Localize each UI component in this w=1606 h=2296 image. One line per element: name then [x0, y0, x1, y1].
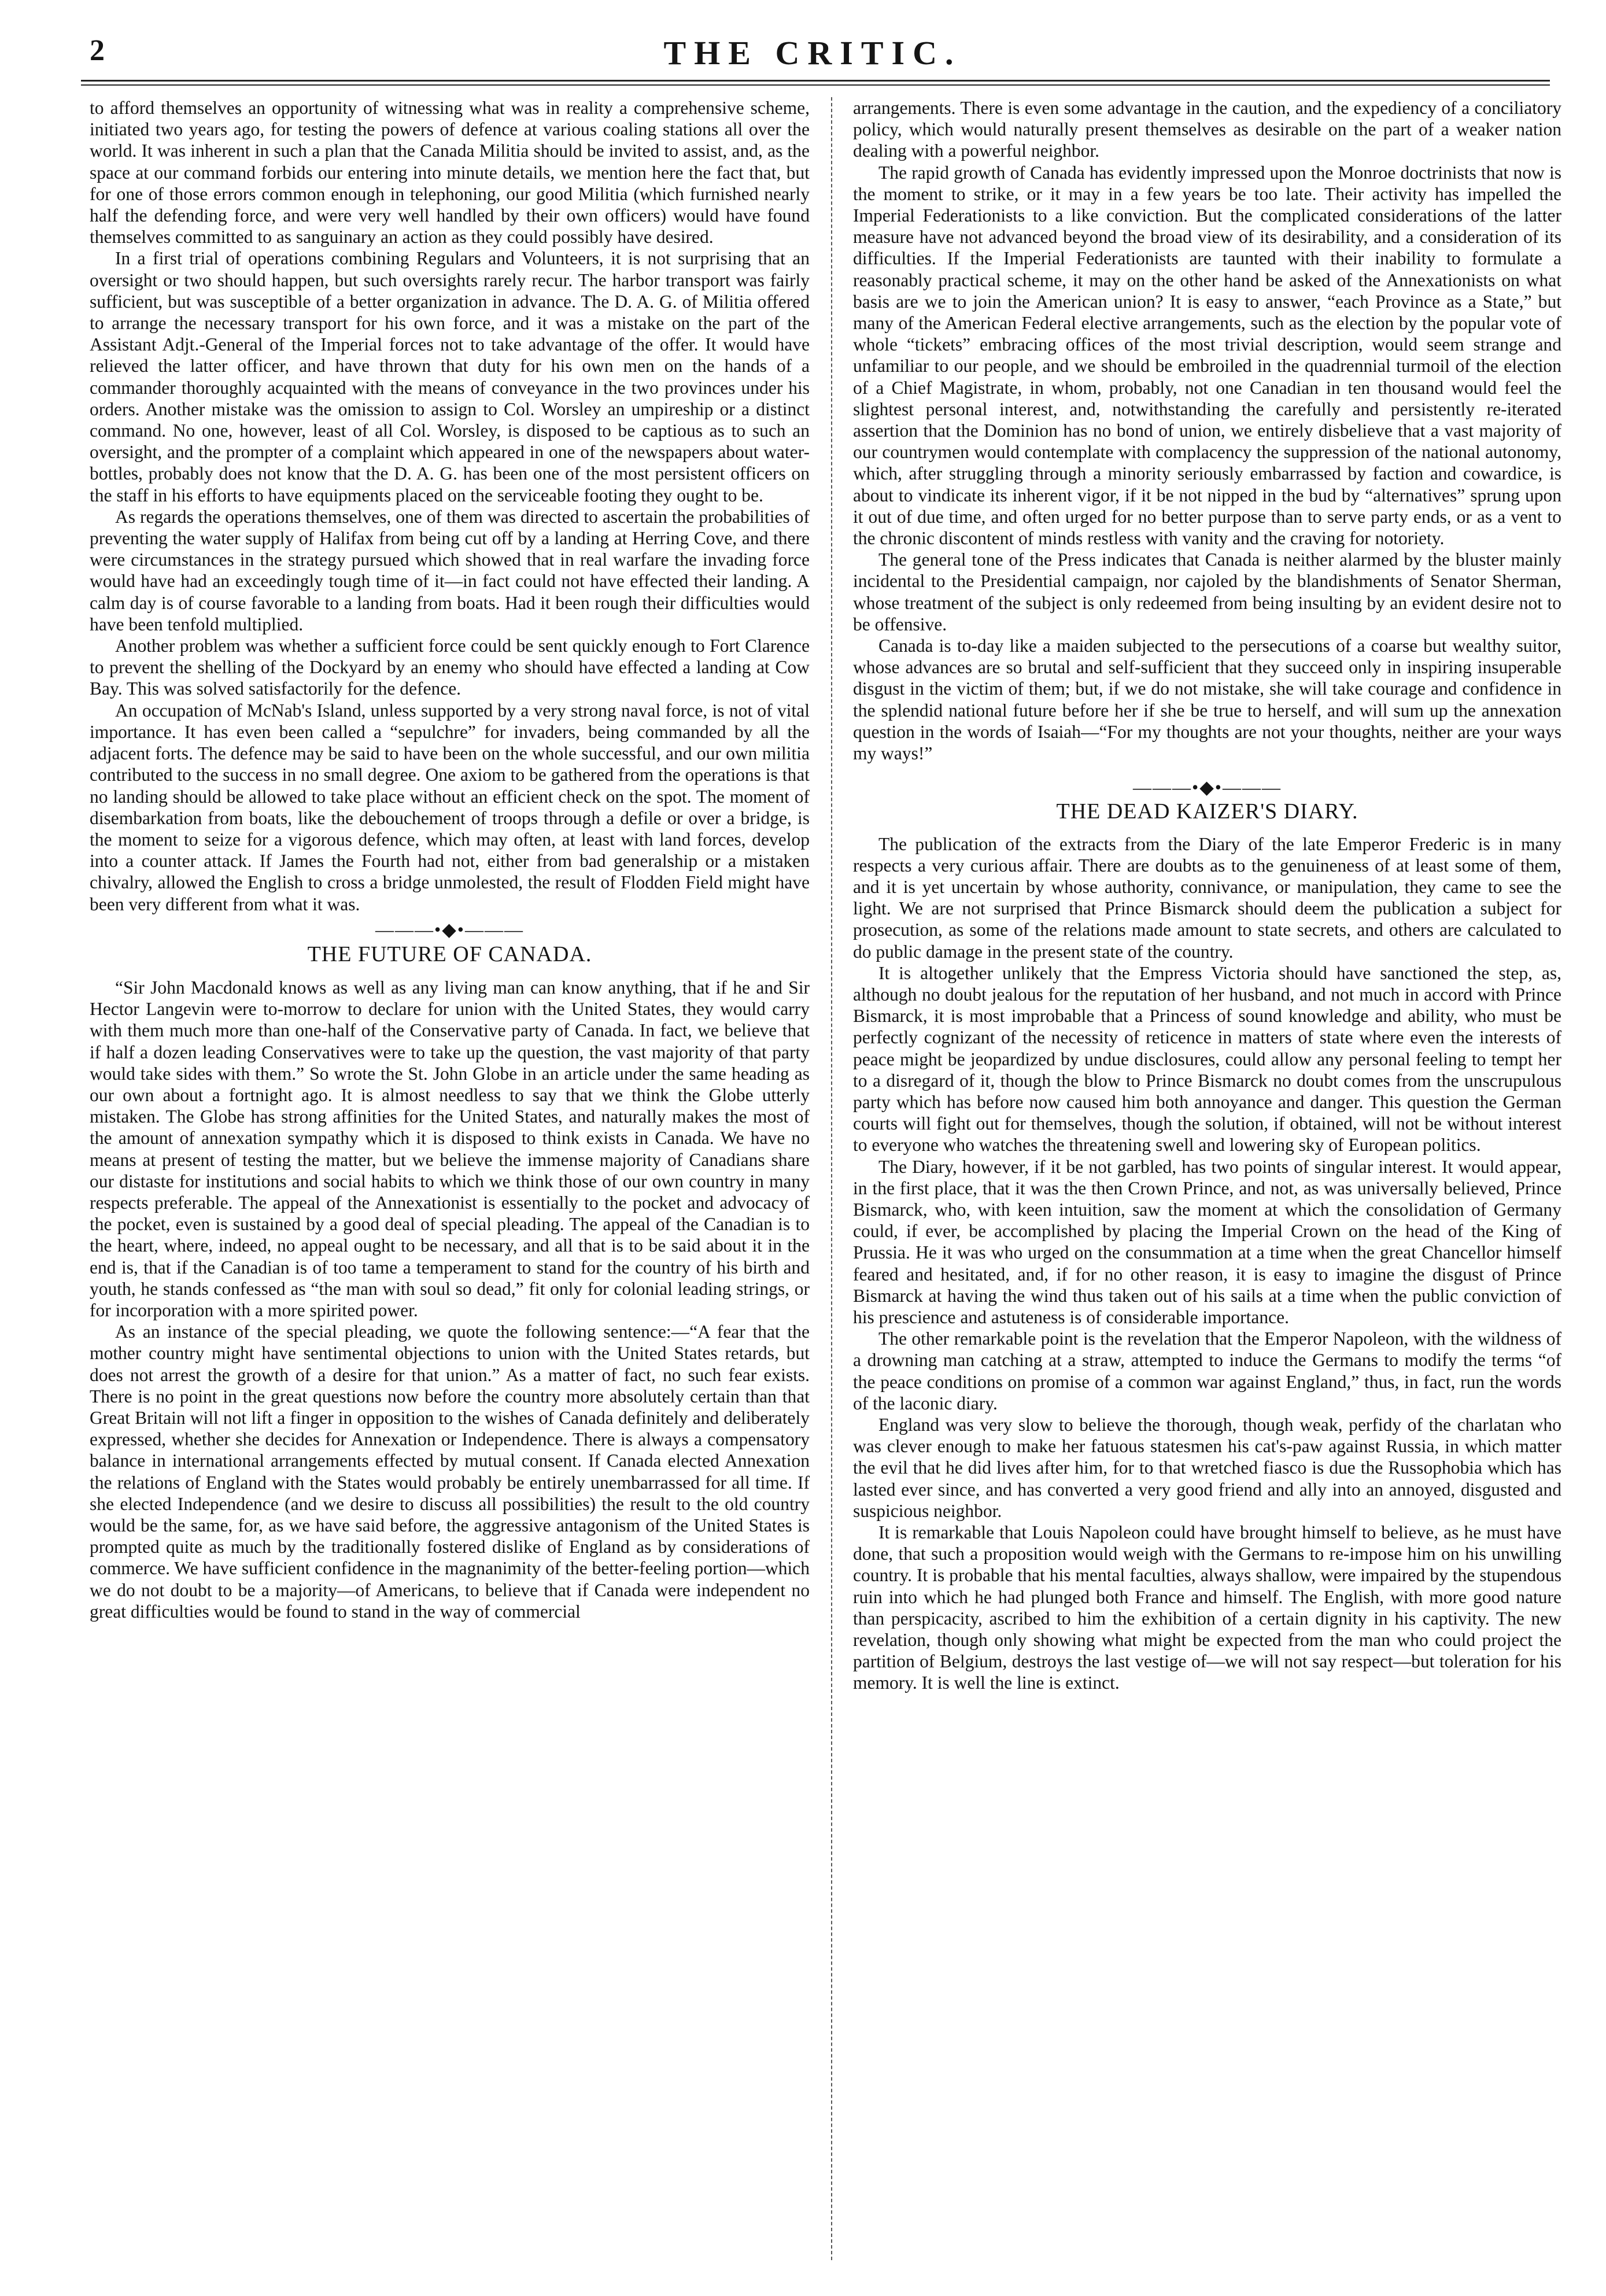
body-paragraph: “Sir John Macdonald knows as well as any living man can know anything, that if he and Sir Hector Langevin were to-morrow to declare for union with the United States, they would carry with them much more than one-half of the Conservative party of Canada. In fact, we believe that if half a dozen leading Conservatives were to take up the question, the vast majority of that party would take sides with them.” So wrote the St. John Globe in an article under the same heading as our own about a fortnight ago. It is almost needless to say that we think the Globe utterly mistaken. The Globe has strong affinities for the United States, and naturally makes the most of the amount of annexation sympathy which it is disposed to think exists in Canada. We have no means at present of testing the matter, but we believe the immense majority of Canadians share our distaste for institutions and social habits to which we think those of our own country in many respects preferable. The appeal of the Annexationist is essentially to the pocket and advocacy of the pocket, even is sustained by a good deal of special pleading. The appeal of the Canadian is to the heart, where, indeed, no appeal ought to be necessary, and all that is to be said about it in the end is, that if the Canadian is of too tame a temperament to stand for the country of his birth and youth, he stands confessed as “the man with soul so dead,” fit only for colonial leading strings, or for incorporation with a more spirited power. — [90, 977, 810, 1320]
page-number: 2 — [90, 34, 105, 67]
body-paragraph: As an instance of the special pleading, we quote the following sentence:—“A fear that the mother country might have sentimental objections to union with the United States retards, but does not arrest the growth of a desire for that union.” As a matter of fact, no such fear exists. There is no point in the great questions now before the country more absolutely certain than that Great Britain will not lift a finger in opposition to the wishes of Canada definitely and deliberately expressed, whether she decides for Annexation or Independence. There is always a compensatory balance in international arrangements effected by mutual consent. If Canada elected Annexation the relations of England with the States would probably be entirely unembarrassed for all time. If she elected Independence (and we desire to discuss all possibilities) the result to the old country would be the same, for, as we have said before, the aggressive antagonism of the United States is prompted quite as much by the traditionally fostered dislike of England as by considerations of commerce. We have sufficient confidence in the magnanimity of the better-feeling portion—which we do not doubt to be a majority—of Americans, to believe that if Canada were independent no great difficulties would be found to stand in the way of commercial — [90, 1322, 810, 1622]
body-paragraph: In a first trial of operations combining Regulars and Volunteers, it is not surprising that an oversight or two should happen, but such oversights rarely recur. The harbor transport was fairly sufficient, but was susceptible of a better organization in advance. The D. A. G. of Militia offered to arrange the necessary transport for his own force, and it was a mistake on the part of the Assistant Adjt.-General of the Imperial forces not to take advantage of the offer. It would have relieved the latter officer, and have thrown that duty for his own men on the hands of a commander thoroughly acquainted with the means of conveyance in the two provinces under his orders. Another mistake was the omission to assign to Col. Worsley an umpireship or a distinct command. No one, however, least of all Col. Worsley, is disposed to be captious as to such an oversight, and the prompter of a complaint which appeared in one of the newspapers about water-bottles, probably does not know that the D. A. G. has been one of the most persistent officers on the staff in his efforts to have equipments placed on the serviceable footing they ought to be. — [90, 248, 810, 505]
column-divider — [831, 97, 832, 2260]
body-paragraph: As regards the operations themselves, one of them was directed to ascertain the probabilities of preventing the water supply of Halifax from being cut off by a landing at Herring Cove, and there were circumstances in the strategy pursued which showed that in real warfare the invading force would have had an exceedingly tough time of it—in fact could not have effected their landing. A calm day is of course favorable to a landing from boats. Had it been rough their difficulties would have been tenfold multiplied. — [90, 506, 810, 634]
page-header — [69, 34, 1556, 74]
body-paragraph: The publication of the extracts from the Diary of the late Emperor Frederic is in many respects a very curious affair. There are doubts as to the genuineness of at least some of them, and it is yet uncertain by whose authority, connivance, or manipulation, they came to see the light. We are not surprised that Prince Bismarck should deem the publication a subject for prosecution, as some of the relations made amount to state secrets, and others are calculated to do public damage in the present state of the country. — [853, 833, 1561, 962]
body-paragraph: England was very slow to believe the thorough, though weak, perfidy of the charlatan who was clever enough to make her fatuous statesmen his cat's-paw against Russia, in which matter the evil that he did lives after him, for to that wretched fiasco is due the Russophobia which has lasted ever since, and has converted a very good friend and ally into an annoyed, disgusted and suspicious neighbor. — [853, 1414, 1561, 1521]
body-paragraph: The other remarkable point is the revelation that the Emperor Napoleon, with the wildness of a drowning man catching at a straw, attempted to induce the Germans to modify the terms “of the peace conditions on promise of a common war against England,” thus, in fact, run the words of the laconic diary. — [853, 1328, 1561, 1413]
body-paragraph: An occupation of McNab's Island, unless supported by a very strong naval force, is not of vital importance. It has even been called a “sepulchre” for invaders, being commanded by all the adjacent forts. The defence may be said to have been on the whole successful, and our own militia contributed to the success in no small degree. One axiom to be gathered from the operations is that no landing should be allowed to take place without an efficient check on the spot. The moment of disembarkation from boats, like the debouchement of troops through a defile or over a bridge, is the moment to seize for a vigorous defence, which may often, at least with land forces, develop into a counter attack. If James the Fourth had not, either from bad generalship or a mistaken chivalry, allowed the English to cross a bridge unmolested, the result of Flodden Field might have been very different from what it was. — [90, 700, 810, 914]
body-paragraph: It is remarkable that Louis Napoleon could have brought himself to believe, as he must have done, that such a proposition would weigh with the Germans to re-impose him on his unwilling country. It is probable that his mental faculties, always shallow, were impaired by the stupendous ruin into which he had plunged both France and himself. The English, with more good nature than perspicacity, ascribed to him the exhibition of a certain dignity in his captivity. The new revelation, though only showing what might be expected from the man who could project the partition of Belgium, destroys the last vestige of—we will not say respect—but toleration for his memory. It is well the line is extinct. — [853, 1522, 1561, 1693]
body-paragraph: Another problem was whether a sufficient force could be sent quickly enough to Fort Clarence to prevent the shelling of the Dockyard by an enemy who should have effected a landing at Cow Bay. This was solved satisfactorily for the defence. — [90, 636, 810, 699]
left-column — [90, 97, 810, 1622]
article-title: THE FUTURE OF CANADA. — [307, 942, 592, 966]
right-column — [853, 97, 1561, 1694]
body-paragraph: arrangements. There is even some advantage in the caution, and the expediency of a conciliatory policy, which would naturally present themselves as desirable on the part of a weaker nation dealing with a powerful neighbor. — [853, 98, 1561, 161]
body-paragraph: Canada is to-day like a maiden subjected to the persecutions of a coarse but wealthy suitor, whose advances are so brutal and self-sufficient that they succeed only in inspiring insuperable disgust in the victim of them; but, if we do not mistake, she will take courage and confidence in the splendid national future before her if she be true to herself, and will sum up the annexation question in the words of Isaiah—“For my thoughts are not your thoughts, neither are your ways my ways!” — [853, 636, 1561, 764]
publication-title: THE CRITIC. — [663, 34, 962, 72]
article-title: THE DEAD KAIZER'S DIARY. — [1056, 799, 1358, 824]
section-ornament: ———•◆•——— — [1132, 777, 1282, 798]
body-paragraph: It is altogether unlikely that the Empress Victoria should have sanctioned the step, as, although no doubt jealous for the reputation of her husband, and not much in accord with Prince Bismarck, it is most improbable that a Princess of sound knowledge and ability, who must be perfectly cognizant of the necessity of reticence in matters of state where even the interests of peace might be jeopardized by undue disclosures, could allow any personal feeling to tempt her to a disregard of it, though the blow to Prince Bismarck no doubt comes from the unscrupulous party which has before now caused him both annoyance and danger. This question the German courts will fight out for themselves, though the solution, if obtained, will not be without interest to everyone who watches the threatening swell and lowering sky of European politics. — [853, 962, 1561, 1156]
header-rule-thin — [81, 84, 1550, 86]
body-paragraph: The Diary, however, if it be not garbled, has two points of singular interest. It would appear, in the first place, that it was the then Crown Prince, and not, as was universally believed, Prince Bismarck, who, with keen intuition, saw the moment at which the consolidation of Germany could, if ever, be accomplished by placing the Imperial Crown on the head of the King of Prussia. He it was who urged on the consummation at a time when the great Chancellor himself feared and hesitated, and, if for no other reason, it is easy to imagine the disgust of Prince Bismarck at having the wind thus taken out of his sails at a time when the public conviction of his prescience and astuteness is of considerable importance. — [853, 1156, 1561, 1327]
body-paragraph: The rapid growth of Canada has evidently impressed upon the Monroe doctrinists that now is the moment to strike, or it may in a few years be too late. Their activity has impelled the Imperial Federationists to a like conviction. But the complicated considerations of the latter measure have not advanced beyond the broad view of its desirability, and a consideration of its difficulties. If the Imperial Federationists are taunted with their inability to formulate a reasonably practical scheme, it may on the other hand be asked of the Annexationists on what basis are we to join the American union? It is easy to answer, “each Province as a State,” but many of the American Federal elective arrangements, such as the election by the popular vote of whole “tickets” embracing offices of the most trivial description, would seem strange and unfamiliar to our people, and we should be embroiled in the quadrennial turmoil of the election of a Chief Magistrate, in whom, probably, not one Canadian in ten thousand would feel the slightest personal interest, and, notwithstanding the carefully and persistently re-iterated assertion that the Dominion has no bond of union, we entirely disbelieve that a vast majority of our countrymen would contemplate with complacency the suppression of the national autonomy, which, after struggling through a minority seriously embarrassed by faction and cowardice, is about to vindicate its inherent vigor, if it be not nipped in the bud by “alternatives” sprung upon it out of due time, and often urged for no better purpose than to serve party ends, or as a vent to the chronic discontent of minds restless with vanity and the craving for notoriety. — [853, 162, 1561, 549]
section-ornament: ———•◆•——— — [375, 918, 524, 940]
body-paragraph: to afford themselves an opportunity of witnessing what was in reality a comprehensive scheme, initiated two years ago, for testing the powers of defence at various coaling stations all over the world. It was inherent in such a plan that the Canada Militia should be invited to assist, and, as the space at our command forbids our entering into minute details, we mention here the fact that, but for one of those errors common enough in telephoning, our good Militia (which furnished nearly half the defending force, and were very well handled by their own officers) would have found themselves committed to as sanguinary an action as they could possibly have desired. — [90, 98, 810, 248]
header-rule — [81, 80, 1550, 82]
body-paragraph: The general tone of the Press indicates that Canada is neither alarmed by the bluster mainly incidental to the Presidential campaign, nor cajoled by the blandishments of Senator Sherman, whose treatment of the subject is only redeemed from being insulting by an evident desire not to be offensive. — [853, 549, 1561, 634]
